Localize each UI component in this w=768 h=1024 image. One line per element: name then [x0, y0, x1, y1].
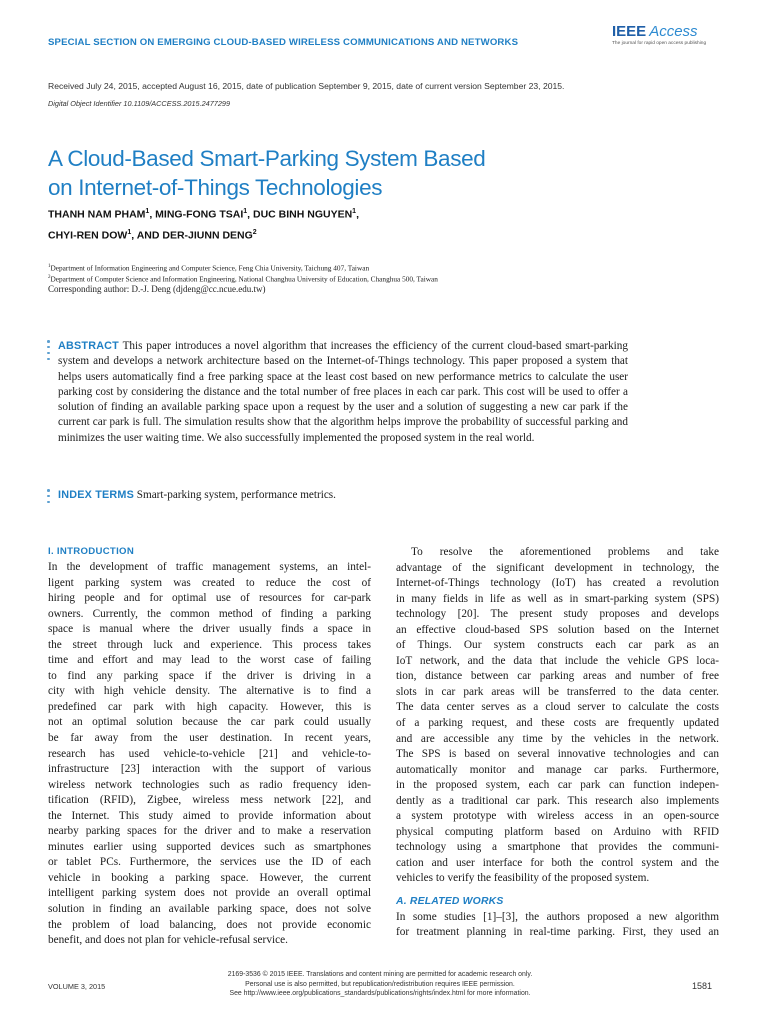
body-text-line: In the development of traffic management systems, an intel-	[48, 561, 371, 573]
body-text-line: research has used vehicle-to-vehicle [21] and vehicle-to-	[48, 747, 371, 760]
body-text-line: time and effort and may lead to the worst case of failing	[48, 654, 371, 667]
abstract-dots-icon	[47, 340, 50, 364]
journal-logo	[612, 23, 732, 49]
index-terms	[58, 489, 336, 501]
body-text-line: slots in car park areas will be transferred to the data center.	[396, 685, 719, 698]
section-heading-introduction: I. INTRODUCTION	[48, 546, 135, 557]
body-text-line: owners. Currently, the common method of finding a parking	[48, 607, 371, 620]
body-text-line: solution in finding an available parking space, does not solve	[48, 903, 371, 916]
affiliations	[48, 262, 438, 284]
paper-title-line: on Internet-of-Things Technologies	[48, 175, 383, 200]
journal-logo-ieee: IEEE	[612, 23, 647, 40]
footer-volume: VOLUME 3, 2015	[48, 982, 106, 991]
body-text-line: automatically monitor and manage car parks. Furthermore,	[396, 763, 719, 776]
author-name: MING-FONG TSAI	[155, 208, 244, 221]
body-text-line: The SPS is based on several innovative technologies and can	[396, 748, 719, 761]
abstract	[58, 339, 628, 446]
body-text-line: physical computing platform based on Arduino with RFID	[396, 825, 719, 838]
page-number: 1581	[692, 981, 713, 991]
body-text-line: for treatment planning in real-time parking. First, they used an	[396, 926, 719, 939]
paper-title	[48, 144, 688, 202]
body-text-line: ligent parking system was created to reduce the cost of	[48, 576, 371, 589]
abstract-text: This paper introduces a novel algorithm that increases the efficiency of the current cloud-based smart-parking system and develops a network architecture based on the Internet-of-Things technology. This paper proposed a system that helps users automatically find a free parking space at the least cost based on new performance metrics to calculate the user parking cost by considering the distance and the total number of free places in each car park. This cost will be used to offer a solution of finding an available parking space upon a request by the user and a solution of suggesting a new car park if the current car park is full. The simulation results show that the algorithm helps improve the probability of successful parking and minimizes the user waiting time. We also successfully implemented the proposed system in the real world.	[58, 340, 628, 444]
body-text-line: vehicle in booking a parking space. However, the current	[48, 871, 371, 884]
left-column	[48, 545, 371, 949]
body-text-line: hiring people and for optimal use of resources for car-park	[48, 592, 371, 605]
body-text-line: cation and user interface for both the control system and the	[396, 856, 719, 869]
author-name: CHYI-REN DOW	[48, 229, 128, 241]
author-name: AND DER-JIUNN DENG	[136, 229, 253, 241]
author-list	[48, 203, 648, 244]
subsection-heading-related-works: A. RELATED WORKS	[396, 896, 504, 908]
right-column	[396, 545, 719, 941]
body-text-line: wireless network technologies such as radio frequency iden-	[48, 778, 371, 791]
affiliation-mark: 2	[48, 274, 51, 280]
body-text-line: a system prototype with wireless access in an open-source	[396, 810, 719, 823]
affiliation-text: Department of Computer Science and Information Engineering, National Changhua University of Education, Changhua 500, Taiwan	[50, 274, 438, 284]
author-line: THANH NAM PHAM$^1$, MING-FONG TSAI$^1$, DUC BINH NGUYEN$^1$,	[48, 208, 359, 221]
author-affiliation-mark: 1	[243, 208, 248, 215]
introduction-body	[48, 560, 371, 949]
introduction-body-continued	[396, 545, 719, 887]
body-text-line: IoT network, and the data that include the vehicle GPS loca-	[396, 654, 719, 667]
body-text-line: an effective cloud-based SPS solution based on the Internet	[396, 623, 719, 636]
abstract-label: ABSTRACT	[58, 340, 119, 352]
body-text-line: vehicles to verify the feasibility of the proposed system.	[396, 872, 650, 885]
body-text-line: benefit, and does not plan for vehicle-refusal service.	[48, 934, 288, 947]
section-header: SPECIAL SECTION ON EMERGING CLOUD-BASED WIRELESS COMMUNICATIONS AND NETWORKS	[48, 37, 519, 48]
body-text-line: space is manual where the driver usually finds a space in	[48, 623, 371, 636]
body-text-line: in the proposed system, each car park can function indepen-	[396, 779, 719, 792]
journal-tagline: The journal for rapid open access publishing	[612, 41, 707, 46]
body-text-line: dently as a traditional car park. This research also implements	[396, 794, 719, 807]
body-text-line: Internet-of-Things technology (IoT) has created a revolution	[396, 577, 719, 590]
body-text-line: or tablet PCs. Furthermore, the services use the ID of each	[48, 856, 371, 869]
body-text-line: predefined car park with high capacity. However, this is	[48, 700, 371, 713]
body-text-line: of Things. Our system constructs each car park as an	[396, 639, 719, 652]
body-text-line: To resolve the aforementioned problems and take	[411, 546, 719, 558]
body-text-line: technology using a smartphone that provides the communi-	[396, 841, 719, 854]
footer-copyright-line: 2169-3536 © 2015 IEEE. Translations and content mining are permitted for academic research only.	[227, 971, 533, 978]
author-affiliation-mark: 1	[352, 208, 357, 215]
body-text-line: technology [20]. The present study proposes and develops	[396, 608, 719, 621]
footer-copyright-line: See http://www.ieee.org/publications_standards/publications/rights/index.html for more information.	[229, 990, 531, 997]
author-affiliation-mark: 2	[252, 228, 257, 236]
author-name: DUC BINH NGUYEN	[253, 208, 353, 221]
body-text-line: tification (RFID), Zigbee, wireless mess network [22], and	[48, 794, 371, 807]
author-name: THANH NAM PHAM	[48, 208, 146, 221]
publication-dates: Received July 24, 2015, accepted August 16, 2015, date of publication September 9, 2015, date of current version September 23, 2015.	[48, 81, 565, 91]
body-text-line: tion, distance between car parking areas and number of free	[396, 670, 719, 683]
body-text-line: The data center serves as a cloud server to calculate the costs	[396, 701, 719, 714]
footer-copyright-line: Personal use is also permitted, but republication/redistribution requires IEEE permission.	[245, 980, 515, 988]
author-affiliation-mark: 1	[127, 228, 132, 236]
body-text-line: city with high vehicle density. The alternative is to find a	[48, 685, 371, 698]
doi: Digital Object Identifier 10.1109/ACCESS.2015.2477299	[48, 99, 230, 108]
affiliation-text: Department of Information Engineering and Computer Science, Feng Chia University, Taichung 407, Taiwan	[50, 263, 370, 273]
body-text-line: infrastructure [23] interaction with the support of various	[48, 763, 371, 776]
affiliation	[48, 273, 438, 284]
body-text-line: minutes earlier using supported devices such as smartphones	[48, 840, 371, 853]
index-terms-text: Smart-parking system, performance metrics.	[136, 489, 336, 501]
body-text-line: advantage of the significant development in technology, the	[396, 561, 719, 574]
author-line: CHYI-REN DOW$^1$, AND DER-JIUNN DENG$^2$	[48, 228, 257, 241]
body-text-line: in many fields in life as well as in smart-parking system (SPS)	[396, 592, 719, 605]
body-text-line: the problem of load balancing, does not provide economic	[48, 918, 371, 931]
body-text-line: the street through luck and experience. This process takes	[48, 638, 371, 651]
body-text-line: In some studies [1]–[3], the authors proposed a new algorithm	[396, 910, 719, 923]
body-text-line: intelligent parking system does not provide an overall optimal	[48, 887, 371, 900]
journal-logo-access: Access	[649, 23, 698, 40]
body-text-line: and are accessible any time by the vehicles in the network.	[396, 732, 719, 745]
body-text-line: nearby parking spaces for the driver and to make a reservation	[48, 825, 371, 838]
affiliation	[48, 262, 438, 273]
index-terms-dots-icon	[47, 489, 50, 507]
body-text-line: of a parking request, and these costs are frequently updated	[396, 717, 719, 730]
body-text-line: be far away from the user destination. In recent years,	[48, 732, 371, 745]
footer-copyright	[180, 970, 580, 999]
related-works-body	[396, 910, 719, 941]
body-text-line: not an optimal solution because the car park could usually	[48, 716, 371, 729]
corresponding-author: Corresponding author: D.-J. Deng (djdeng@cc.ncue.edu.tw)	[48, 284, 266, 294]
paper-title-line: A Cloud-Based Smart-Parking System Based	[48, 146, 486, 171]
author-affiliation-mark: 1	[145, 208, 150, 215]
body-text-line: the Internet. This study aimed to provide information about	[48, 809, 371, 822]
affiliation-mark: 1	[48, 264, 51, 269]
body-text-line: to find any parking space if the driver is driving in a	[48, 669, 371, 682]
index-terms-label: INDEX TERMS	[58, 489, 134, 501]
